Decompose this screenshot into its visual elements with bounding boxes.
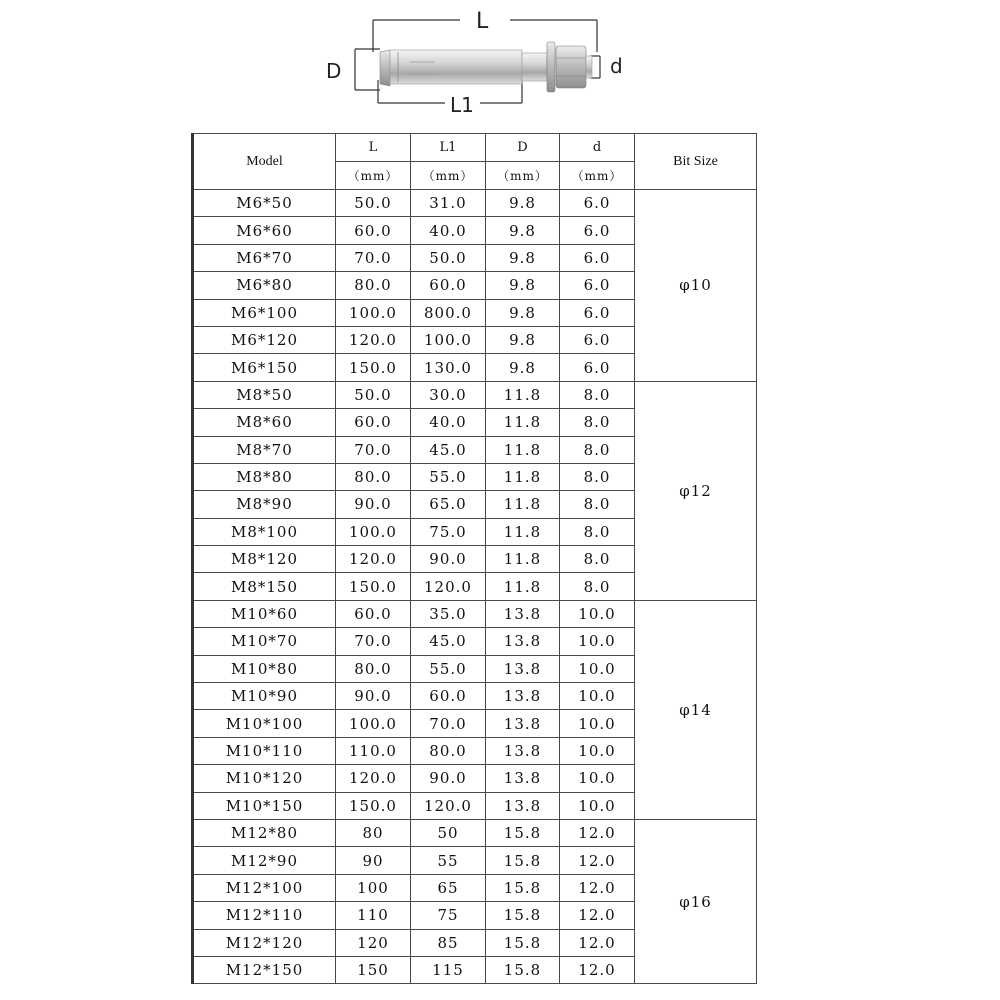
cell-d: 10.0 xyxy=(560,792,635,819)
cell-model: M12*80 xyxy=(193,819,336,846)
cell-D: 15.8 xyxy=(486,902,560,929)
cell-d: 8.0 xyxy=(560,463,635,490)
cell-D: 13.8 xyxy=(486,792,560,819)
cell-L1: 130.0 xyxy=(411,354,486,381)
cell-model: M6*50 xyxy=(193,190,336,217)
cell-L: 70.0 xyxy=(336,628,411,655)
header-unit-d: （mm） xyxy=(560,162,635,190)
cell-L1: 31.0 xyxy=(411,190,486,217)
cell-model: M10*60 xyxy=(193,600,336,627)
cell-model: M12*150 xyxy=(193,956,336,983)
cell-L: 80.0 xyxy=(336,463,411,490)
cell-L: 50.0 xyxy=(336,381,411,408)
cell-L1: 120.0 xyxy=(411,573,486,600)
cell-d: 10.0 xyxy=(560,737,635,764)
cell-d: 6.0 xyxy=(560,190,635,217)
cell-model: M6*120 xyxy=(193,326,336,353)
cell-d: 10.0 xyxy=(560,765,635,792)
cell-L1: 65 xyxy=(411,874,486,901)
cell-d: 10.0 xyxy=(560,710,635,737)
cell-D: 15.8 xyxy=(486,956,560,983)
cell-d: 6.0 xyxy=(560,272,635,299)
cell-L: 150.0 xyxy=(336,573,411,600)
cell-L1: 40.0 xyxy=(411,217,486,244)
cell-D: 11.8 xyxy=(486,546,560,573)
cell-D: 11.8 xyxy=(486,573,560,600)
cell-d: 12.0 xyxy=(560,874,635,901)
header-unit-L1: （mm） xyxy=(411,162,486,190)
header-model: Model xyxy=(193,134,336,190)
cell-L1: 45.0 xyxy=(411,436,486,463)
header-d: d xyxy=(560,134,635,162)
label-L1: L1 xyxy=(450,93,474,117)
cell-model: M12*110 xyxy=(193,902,336,929)
label-L: L xyxy=(476,9,489,34)
cell-model: M8*70 xyxy=(193,436,336,463)
cell-L1: 75.0 xyxy=(411,518,486,545)
label-D: D xyxy=(326,59,342,83)
cell-L1: 90.0 xyxy=(411,546,486,573)
cell-L1: 115 xyxy=(411,956,486,983)
cell-L: 150.0 xyxy=(336,354,411,381)
cell-D: 9.8 xyxy=(486,354,560,381)
cell-L: 120.0 xyxy=(336,326,411,353)
cell-L1: 60.0 xyxy=(411,683,486,710)
cell-L: 80.0 xyxy=(336,272,411,299)
cell-L1: 55.0 xyxy=(411,655,486,682)
cell-D: 9.8 xyxy=(486,299,560,326)
cell-d: 8.0 xyxy=(560,546,635,573)
dimension-line-D xyxy=(355,49,380,90)
cell-D: 9.8 xyxy=(486,326,560,353)
cell-model: M6*150 xyxy=(193,354,336,381)
cell-L: 100.0 xyxy=(336,518,411,545)
cell-d: 10.0 xyxy=(560,683,635,710)
cell-model: M6*70 xyxy=(193,244,336,271)
cell-L: 60.0 xyxy=(336,409,411,436)
cell-L1: 55.0 xyxy=(411,463,486,490)
cell-L1: 65.0 xyxy=(411,491,486,518)
cell-D: 11.8 xyxy=(486,436,560,463)
cell-bit-size: φ12 xyxy=(635,381,757,600)
table-row xyxy=(193,600,757,627)
cell-D: 13.8 xyxy=(486,600,560,627)
cell-model: M6*80 xyxy=(193,272,336,299)
cell-model: M8*100 xyxy=(193,518,336,545)
cell-L: 60.0 xyxy=(336,217,411,244)
cell-L1: 70.0 xyxy=(411,710,486,737)
cell-model: M10*150 xyxy=(193,792,336,819)
cell-bit-size: φ14 xyxy=(635,600,757,819)
cell-D: 11.8 xyxy=(486,409,560,436)
header-bit-size: Bit Size xyxy=(635,134,757,190)
cell-L: 90.0 xyxy=(336,683,411,710)
cell-model: M10*80 xyxy=(193,655,336,682)
cell-L: 110.0 xyxy=(336,737,411,764)
cell-L: 90 xyxy=(336,847,411,874)
cell-L1: 50.0 xyxy=(411,244,486,271)
cell-model: M8*120 xyxy=(193,546,336,573)
cell-model: M8*60 xyxy=(193,409,336,436)
cell-L1: 45.0 xyxy=(411,628,486,655)
table-body xyxy=(193,190,757,984)
cell-d: 6.0 xyxy=(560,217,635,244)
cell-L1: 120.0 xyxy=(411,792,486,819)
cell-L: 50.0 xyxy=(336,190,411,217)
cell-model: M6*100 xyxy=(193,299,336,326)
cell-model: M8*150 xyxy=(193,573,336,600)
table-row xyxy=(193,190,757,217)
cell-d: 10.0 xyxy=(560,628,635,655)
cell-d: 8.0 xyxy=(560,573,635,600)
cell-D: 15.8 xyxy=(486,819,560,846)
cell-D: 15.8 xyxy=(486,929,560,956)
bolt-image xyxy=(380,42,592,92)
cell-model: M12*120 xyxy=(193,929,336,956)
table-row xyxy=(193,819,757,846)
cell-L: 90.0 xyxy=(336,491,411,518)
cell-L: 60.0 xyxy=(336,600,411,627)
cell-bit-size: φ16 xyxy=(635,819,757,983)
cell-D: 11.8 xyxy=(486,491,560,518)
cell-L1: 90.0 xyxy=(411,765,486,792)
cell-L: 120.0 xyxy=(336,546,411,573)
cell-D: 11.8 xyxy=(486,463,560,490)
cell-D: 9.8 xyxy=(486,244,560,271)
cell-d: 6.0 xyxy=(560,326,635,353)
cell-d: 8.0 xyxy=(560,409,635,436)
cell-d: 10.0 xyxy=(560,655,635,682)
cell-model: M8*90 xyxy=(193,491,336,518)
cell-model: M10*110 xyxy=(193,737,336,764)
cell-D: 13.8 xyxy=(486,765,560,792)
table-row xyxy=(193,381,757,408)
header-L: L xyxy=(336,134,411,162)
cell-D: 15.8 xyxy=(486,847,560,874)
header-L1: L1 xyxy=(411,134,486,162)
cell-D: 9.8 xyxy=(486,217,560,244)
cell-L: 100.0 xyxy=(336,710,411,737)
cell-L: 120 xyxy=(336,929,411,956)
cell-D: 13.8 xyxy=(486,710,560,737)
cell-L: 70.0 xyxy=(336,436,411,463)
bolt-dimension-diagram xyxy=(300,0,660,130)
cell-L1: 35.0 xyxy=(411,600,486,627)
cell-model: M8*50 xyxy=(193,381,336,408)
table-header xyxy=(193,134,757,190)
cell-d: 6.0 xyxy=(560,299,635,326)
cell-L1: 40.0 xyxy=(411,409,486,436)
cell-D: 13.8 xyxy=(486,655,560,682)
cell-D: 13.8 xyxy=(486,737,560,764)
cell-L1: 100.0 xyxy=(411,326,486,353)
cell-L1: 55 xyxy=(411,847,486,874)
cell-L: 100 xyxy=(336,874,411,901)
cell-L1: 60.0 xyxy=(411,272,486,299)
cell-model: M10*100 xyxy=(193,710,336,737)
cell-L: 70.0 xyxy=(336,244,411,271)
cell-d: 12.0 xyxy=(560,902,635,929)
cell-D: 9.8 xyxy=(486,272,560,299)
cell-model: M10*120 xyxy=(193,765,336,792)
cell-D: 11.8 xyxy=(486,518,560,545)
cell-d: 12.0 xyxy=(560,847,635,874)
header-D: D xyxy=(486,134,560,162)
cell-d: 8.0 xyxy=(560,381,635,408)
cell-L1: 30.0 xyxy=(411,381,486,408)
cell-d: 8.0 xyxy=(560,491,635,518)
header-unit-L: （mm） xyxy=(336,162,411,190)
cell-L: 150.0 xyxy=(336,792,411,819)
cell-model: M12*100 xyxy=(193,874,336,901)
cell-d: 12.0 xyxy=(560,956,635,983)
cell-L1: 50 xyxy=(411,819,486,846)
cell-L1: 800.0 xyxy=(411,299,486,326)
cell-L: 80 xyxy=(336,819,411,846)
spec-table xyxy=(191,133,757,984)
cell-D: 15.8 xyxy=(486,874,560,901)
header-unit-D: （mm） xyxy=(486,162,560,190)
cell-L1: 80.0 xyxy=(411,737,486,764)
cell-d: 8.0 xyxy=(560,436,635,463)
cell-d: 12.0 xyxy=(560,929,635,956)
cell-d: 6.0 xyxy=(560,354,635,381)
cell-d: 6.0 xyxy=(560,244,635,271)
cell-model: M12*90 xyxy=(193,847,336,874)
cell-L: 110 xyxy=(336,902,411,929)
cell-L1: 85 xyxy=(411,929,486,956)
cell-model: M10*90 xyxy=(193,683,336,710)
cell-D: 11.8 xyxy=(486,381,560,408)
cell-L: 100.0 xyxy=(336,299,411,326)
label-d: d xyxy=(610,54,623,78)
cell-model: M8*80 xyxy=(193,463,336,490)
cell-bit-size: φ10 xyxy=(635,190,757,382)
cell-D: 13.8 xyxy=(486,683,560,710)
cell-d: 8.0 xyxy=(560,518,635,545)
cell-model: M6*60 xyxy=(193,217,336,244)
cell-model: M10*70 xyxy=(193,628,336,655)
cell-L1: 75 xyxy=(411,902,486,929)
cell-d: 12.0 xyxy=(560,819,635,846)
cell-L: 80.0 xyxy=(336,655,411,682)
cell-D: 13.8 xyxy=(486,628,560,655)
cell-L: 120.0 xyxy=(336,765,411,792)
cell-D: 9.8 xyxy=(486,190,560,217)
cell-d: 10.0 xyxy=(560,600,635,627)
cell-L: 150 xyxy=(336,956,411,983)
